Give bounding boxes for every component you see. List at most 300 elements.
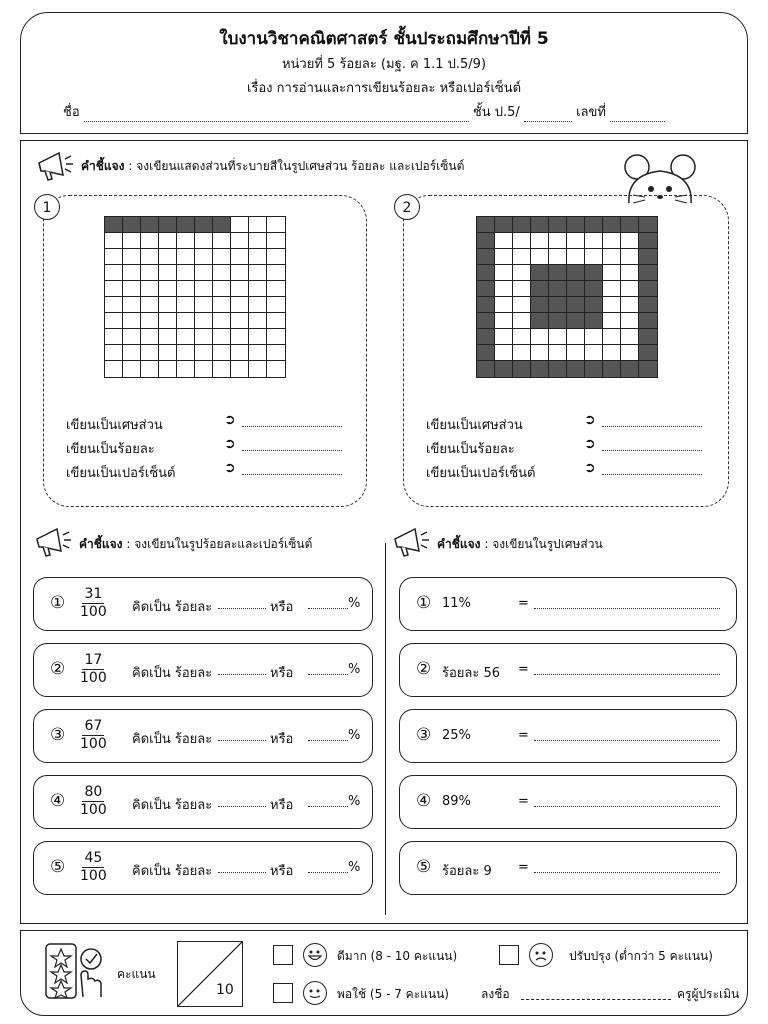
grid-cell: [267, 233, 285, 249]
grid-cell: [639, 361, 657, 377]
grid-cell: [603, 281, 621, 297]
grin-face-icon: [303, 943, 327, 967]
grid-cell: [585, 265, 603, 281]
grid-cell: [549, 281, 567, 297]
answer-row-percent: [66, 462, 356, 486]
grid-cell: [213, 265, 231, 281]
grid-cell: [141, 265, 159, 281]
grid-cell: [603, 313, 621, 329]
answer-row-fraction: [66, 414, 356, 438]
fraction-answer-field[interactable]: [534, 860, 720, 873]
grid-cell: [231, 217, 249, 233]
or-label: หรือ: [270, 864, 294, 879]
percent-sign: %: [348, 596, 361, 611]
fraction: [80, 784, 107, 819]
student-info-row: [63, 101, 713, 122]
fraction-numerator: 80: [84, 784, 103, 800]
grid-cell: [549, 361, 567, 377]
grid-cell: [249, 361, 267, 377]
grid-cell: [249, 249, 267, 265]
grid-cell: [549, 345, 567, 361]
worksheet-header: [20, 12, 748, 134]
item-value: ร้อยละ 56: [442, 666, 501, 681]
percent-field[interactable]: [308, 728, 348, 741]
hundred-grid-1: [104, 216, 286, 378]
grid-cell: [531, 313, 549, 329]
grid-cell: [567, 281, 585, 297]
item-value: 25%: [442, 728, 471, 743]
megaphone-icon: [35, 149, 77, 187]
grid-cell: [141, 329, 159, 345]
assessment-footer: [20, 930, 748, 1016]
grid-cell: [621, 313, 639, 329]
grid-cell: [477, 297, 495, 313]
grid-cell: [231, 361, 249, 377]
grid-cell: [105, 297, 123, 313]
grid-cell: [105, 329, 123, 345]
grid-cell: [513, 233, 531, 249]
rating-fair-checkbox[interactable]: [273, 983, 293, 1003]
grid-cell: [585, 217, 603, 233]
grid-cell: [123, 297, 141, 313]
grid-cell: [549, 265, 567, 281]
percent-thai-field[interactable]: [218, 794, 266, 807]
grid-cell: [549, 329, 567, 345]
score-box[interactable]: [177, 941, 243, 1007]
fraction-item: [399, 775, 737, 829]
grid-cell: [123, 249, 141, 265]
grid-cell: [159, 249, 177, 265]
answer-row-percent: [426, 462, 716, 486]
grid-cell: [477, 345, 495, 361]
answer-field[interactable]: [242, 462, 342, 475]
item-marker: ①: [50, 593, 66, 613]
megaphone-icon: [33, 525, 75, 563]
grid-cell: [585, 313, 603, 329]
equals-sign: =: [518, 794, 529, 809]
grid-cell: [567, 361, 585, 377]
grid-cell: [531, 361, 549, 377]
fraction-answer-field[interactable]: [534, 728, 720, 741]
grid-cell: [195, 233, 213, 249]
grid-cell: [123, 233, 141, 249]
number-label: เลขที่: [576, 105, 606, 120]
grid-cell: [639, 297, 657, 313]
item-marker: ②: [50, 659, 66, 679]
percent-item: [33, 577, 373, 631]
grid-cell: [123, 265, 141, 281]
grid-cell: [267, 217, 285, 233]
grid-cell: [513, 313, 531, 329]
grid-cell: [603, 361, 621, 377]
grid-cell: [159, 217, 177, 233]
percent-thai-field[interactable]: [218, 860, 266, 873]
fraction-item: [399, 643, 737, 697]
grid-cell: [585, 361, 603, 377]
grid-cell: [531, 297, 549, 313]
worksheet-body: [20, 140, 748, 924]
grid-cell: [585, 233, 603, 249]
instruction-bold: คำชี้แจง: [79, 537, 123, 551]
arrow-right-icon: ➲: [584, 436, 596, 452]
equals-sign: =: [518, 860, 529, 875]
assessor-label: ครูผู้ประเมิน: [677, 987, 740, 1001]
instruction-text: : จงเขียนแสดงส่วนที่ระบายสีในรูปเศษส่วน ร้อยละ และเปอร์เซ็นต์: [128, 159, 465, 173]
grid-cell: [213, 281, 231, 297]
grid-cell: [495, 361, 513, 377]
neutral-face-icon: [303, 981, 327, 1005]
grid-cell: [549, 249, 567, 265]
percent-item: [33, 775, 373, 829]
grid-cell: [141, 345, 159, 361]
item-value: ร้อยละ 9: [442, 864, 492, 879]
grid-cell: [141, 233, 159, 249]
grid-cell: [495, 313, 513, 329]
grid-cell: [105, 249, 123, 265]
grid-cell: [585, 345, 603, 361]
grid-cell: [621, 281, 639, 297]
grid-cell: [231, 249, 249, 265]
score-total: 10: [216, 982, 234, 998]
grid-cell: [213, 345, 231, 361]
answer-row-percent-thai: [66, 438, 356, 462]
topic-line: เรื่อง การอ่านและการเขียนร้อยละ หรือเปอร์เซ็นต์: [246, 81, 522, 96]
grid-cell: [495, 297, 513, 313]
grid-cell: [159, 265, 177, 281]
grid-cell: [177, 233, 195, 249]
percent-item: [33, 709, 373, 763]
fraction-denominator: 100: [80, 670, 107, 686]
grid-cell: [603, 249, 621, 265]
grid-cell: [195, 361, 213, 377]
item-value: 89%: [442, 794, 471, 809]
grid-cell: [639, 313, 657, 329]
answer-label: เขียนเป็นเปอร์เซ็นต์: [66, 466, 176, 481]
answer-rows-2: [426, 414, 716, 486]
fraction: [80, 586, 107, 621]
grid-cell: [603, 297, 621, 313]
section1-instruction: [81, 157, 464, 176]
percent-field[interactable]: [308, 596, 348, 609]
grid-cell: [231, 265, 249, 281]
fraction-numerator: 45: [84, 850, 103, 866]
grid-cell: [567, 265, 585, 281]
column-divider: [385, 543, 386, 915]
grid-cell: [213, 297, 231, 313]
grid-cell: [141, 297, 159, 313]
grid-cell: [159, 313, 177, 329]
grid-cell: [123, 329, 141, 345]
grid-cell: [231, 297, 249, 313]
item-value: 11%: [442, 596, 471, 611]
grid-cell: [105, 345, 123, 361]
grid-cell: [267, 313, 285, 329]
answer-field[interactable]: [242, 414, 342, 427]
grid-cell: [249, 265, 267, 281]
name-field[interactable]: [84, 109, 469, 122]
item-text: คิดเป็น ร้อยละ: [132, 666, 213, 681]
shading-panel-1: [43, 195, 367, 507]
grid-cell: [495, 329, 513, 345]
fraction-denominator: 100: [80, 604, 107, 620]
grid-cell: [231, 313, 249, 329]
grid-cell: [195, 313, 213, 329]
item-marker: ③: [416, 725, 432, 745]
grid-cell: [639, 265, 657, 281]
item-text: คิดเป็น ร้อยละ: [132, 864, 213, 879]
grid-cell: [141, 313, 159, 329]
grid-cell: [495, 249, 513, 265]
grid-cell: [531, 233, 549, 249]
grid-cell: [231, 329, 249, 345]
grid-cell: [267, 281, 285, 297]
fraction: [80, 652, 107, 687]
grid-cell: [177, 345, 195, 361]
grid-cell: [177, 217, 195, 233]
grid-cell: [621, 329, 639, 345]
unit-line: หน่วยที่ 5 ร้อยละ (มฐ. ค 1.1 ป.5/9): [281, 57, 487, 72]
percent-sign: %: [348, 728, 361, 743]
percent-field[interactable]: [308, 794, 348, 807]
item-marker: ①: [416, 593, 432, 613]
grid-cell: [513, 361, 531, 377]
grid-cell: [177, 265, 195, 281]
grid-cell: [177, 313, 195, 329]
grid-cell: [195, 217, 213, 233]
grid-cell: [231, 345, 249, 361]
grid-cell: [141, 361, 159, 377]
item-marker: ④: [416, 791, 432, 811]
percent-thai-field[interactable]: [218, 728, 266, 741]
answer-label: เขียนเป็นร้อยละ: [66, 442, 155, 457]
grid-cell: [549, 217, 567, 233]
answer-label: เขียนเป็นเศษส่วน: [426, 418, 523, 433]
instruction-text: : จงเขียนในรูปร้อยละและเปอร์เซ็นต์: [126, 537, 313, 551]
fraction-numerator: 67: [84, 718, 103, 734]
name-label: ชื่อ: [63, 105, 80, 120]
grid-cell: [603, 265, 621, 281]
fraction-denominator: 100: [80, 736, 107, 752]
grid-cell: [495, 217, 513, 233]
grid-cell: [531, 329, 549, 345]
grid-cell: [585, 281, 603, 297]
grid-cell: [231, 281, 249, 297]
or-label: หรือ: [270, 666, 294, 681]
grid-cell: [639, 345, 657, 361]
fraction-item: [399, 709, 737, 763]
percent-thai-field[interactable]: [218, 596, 266, 609]
answer-rows-1: [66, 414, 356, 486]
instruction-bold: คำชี้แจง: [81, 159, 125, 173]
sad-face-icon: [529, 943, 553, 967]
grid-cell: [567, 313, 585, 329]
fraction-answer-field[interactable]: [534, 662, 720, 675]
grid-cell: [123, 281, 141, 297]
answer-field[interactable]: [602, 414, 702, 427]
grid-cell: [513, 281, 531, 297]
arrow-right-icon: ➲: [224, 412, 236, 428]
rating-excellent-checkbox[interactable]: [273, 945, 293, 965]
fraction-item: [399, 841, 737, 895]
percent-item: [33, 643, 373, 697]
fraction-denominator: 100: [80, 802, 107, 818]
equals-sign: =: [518, 728, 529, 743]
signature-field[interactable]: [521, 989, 671, 1000]
grid-cell: [195, 265, 213, 281]
grid-cell: [477, 329, 495, 345]
grid-cell: [513, 329, 531, 345]
equals-sign: =: [518, 596, 529, 611]
grid-cell: [531, 217, 549, 233]
fraction-denominator: 100: [80, 868, 107, 884]
grid-cell: [567, 297, 585, 313]
fraction: [80, 718, 107, 753]
grid-cell: [531, 265, 549, 281]
grid-cell: [213, 313, 231, 329]
grid-cell: [603, 233, 621, 249]
grid-cell: [267, 265, 285, 281]
grid-cell: [549, 313, 567, 329]
grid-cell: [531, 281, 549, 297]
grid-cell: [195, 329, 213, 345]
grid-cell: [477, 281, 495, 297]
item-text: คิดเป็น ร้อยละ: [132, 732, 213, 747]
grid-cell: [141, 217, 159, 233]
worksheet-title: ใบงานวิชาคณิตศาสตร์ ชั้นประถมศึกษาปีที่ 5: [219, 29, 549, 49]
or-label: หรือ: [270, 600, 294, 615]
grid-cell: [177, 281, 195, 297]
grid-cell: [195, 281, 213, 297]
grid-cell: [123, 361, 141, 377]
grid-cell: [639, 249, 657, 265]
grid-cell: [477, 233, 495, 249]
grid-cell: [123, 313, 141, 329]
grid-cell: [213, 233, 231, 249]
answer-label: เขียนเป็นเศษส่วน: [66, 418, 163, 433]
arrow-right-icon: ➲: [224, 460, 236, 476]
grid-cell: [585, 297, 603, 313]
arrow-right-icon: ➲: [224, 436, 236, 452]
grid-cell: [621, 361, 639, 377]
grid-cell: [513, 265, 531, 281]
answer-label: เขียนเป็นเปอร์เซ็นต์: [426, 466, 536, 481]
grid-cell: [159, 297, 177, 313]
grid-cell: [159, 345, 177, 361]
grid-cell: [513, 249, 531, 265]
section3-instruction: [437, 535, 603, 554]
grid-cell: [123, 345, 141, 361]
panel-number-1: 1: [34, 194, 60, 220]
grid-cell: [567, 329, 585, 345]
answer-row-percent-thai: [426, 438, 716, 462]
grid-cell: [267, 329, 285, 345]
grid-cell: [477, 265, 495, 281]
grid-cell: [567, 345, 585, 361]
grid-cell: [495, 265, 513, 281]
grid-cell: [639, 233, 657, 249]
grid-cell: [105, 233, 123, 249]
grid-cell: [159, 329, 177, 345]
grid-cell: [585, 329, 603, 345]
class-label: ชั้น ป.5/: [472, 105, 520, 120]
grid-cell: [123, 217, 141, 233]
percent-sign: %: [348, 662, 361, 677]
percent-sign: %: [348, 794, 361, 809]
class-field[interactable]: [524, 109, 572, 122]
panel-number-2: 2: [394, 194, 420, 220]
number-field[interactable]: [610, 109, 665, 122]
grid-cell: [195, 249, 213, 265]
fraction-answer-field[interactable]: [534, 794, 720, 807]
fraction: [80, 850, 107, 885]
grid-cell: [177, 329, 195, 345]
grid-cell: [213, 249, 231, 265]
item-marker: ③: [50, 725, 66, 745]
grid-cell: [159, 361, 177, 377]
grid-cell: [213, 329, 231, 345]
star-rating-card-icon: [43, 941, 113, 1005]
grid-cell: [495, 281, 513, 297]
grid-cell: [513, 345, 531, 361]
grid-cell: [213, 361, 231, 377]
rating-improve-checkbox[interactable]: [499, 945, 519, 965]
grid-cell: [195, 297, 213, 313]
grid-cell: [621, 233, 639, 249]
grid-cell: [531, 345, 549, 361]
grid-cell: [249, 233, 267, 249]
grid-cell: [249, 297, 267, 313]
percent-thai-field[interactable]: [218, 662, 266, 675]
grid-cell: [495, 345, 513, 361]
item-text: คิดเป็น ร้อยละ: [132, 798, 213, 813]
answer-field[interactable]: [602, 438, 702, 451]
grid-cell: [231, 233, 249, 249]
grid-cell: [639, 281, 657, 297]
megaphone-icon: [391, 525, 433, 563]
grid-cell: [105, 313, 123, 329]
percent-field[interactable]: [308, 662, 348, 675]
fraction-answer-field[interactable]: [534, 596, 720, 609]
percent-field[interactable]: [308, 860, 348, 873]
item-marker: ④: [50, 791, 66, 811]
arrow-right-icon: ➲: [584, 412, 596, 428]
item-text: คิดเป็น ร้อยละ: [132, 600, 213, 615]
grid-cell: [249, 313, 267, 329]
fraction-item: [399, 577, 737, 631]
equals-sign: =: [518, 662, 529, 677]
grid-cell: [621, 345, 639, 361]
item-marker: ⑤: [50, 857, 66, 877]
grid-cell: [159, 233, 177, 249]
grid-cell: [177, 297, 195, 313]
grid-cell: [141, 249, 159, 265]
grid-cell: [105, 361, 123, 377]
or-label: หรือ: [270, 798, 294, 813]
percent-sign: %: [348, 860, 361, 875]
grid-cell: [159, 281, 177, 297]
grid-cell: [249, 345, 267, 361]
answer-row-fraction: [426, 414, 716, 438]
item-marker: ②: [416, 659, 432, 679]
answer-field[interactable]: [602, 462, 702, 475]
answer-field[interactable]: [242, 438, 342, 451]
section2-instruction: [79, 535, 312, 554]
fraction-numerator: 31: [84, 586, 103, 602]
grid-cell: [549, 297, 567, 313]
grid-cell: [621, 249, 639, 265]
grid-cell: [477, 313, 495, 329]
grid-cell: [603, 217, 621, 233]
